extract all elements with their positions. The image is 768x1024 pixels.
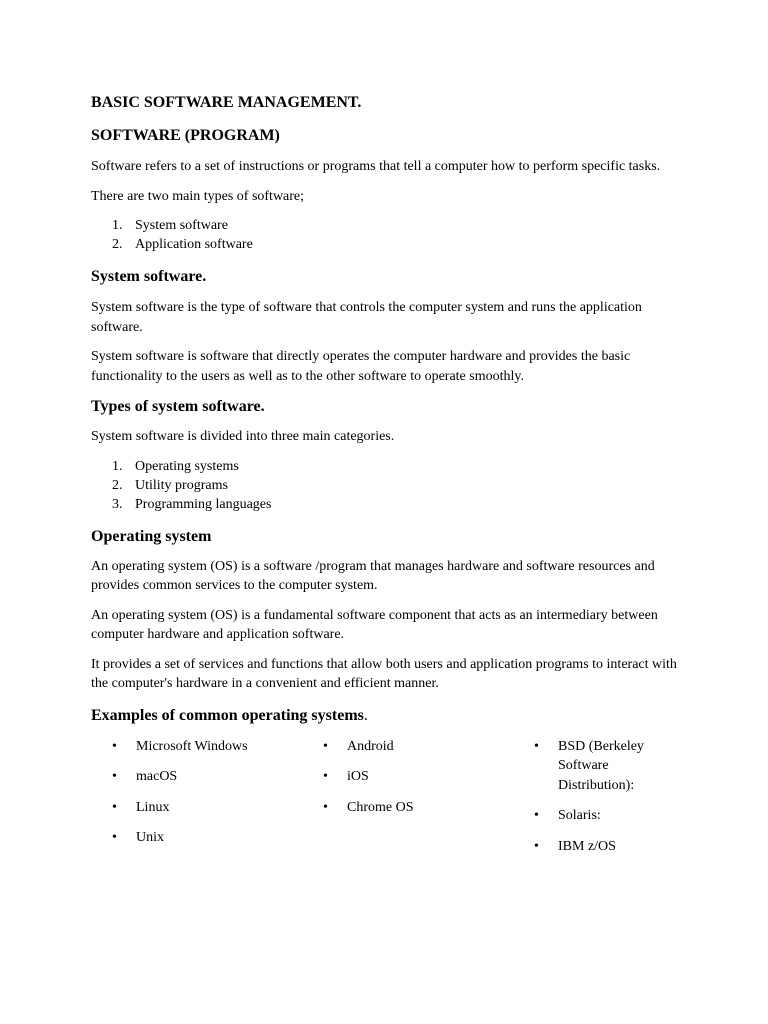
list-item — [91, 828, 291, 848]
list-number: 1. — [112, 218, 123, 233]
bullet-icon: • — [112, 738, 117, 754]
bullet-icon: • — [112, 799, 117, 815]
list-item-text: IBM z/OS — [558, 838, 616, 854]
list-item-text: Solaris: — [558, 808, 601, 824]
examples-columns — [91, 737, 681, 867]
operating-system-heading: Operating system — [91, 527, 212, 545]
list-number: 2. — [112, 237, 123, 253]
list-item-text: macOS — [136, 769, 178, 785]
document-title: BASIC SOFTWARE MANAGEMENT. — [91, 94, 362, 111]
examples-heading — [91, 705, 681, 727]
list-item-text: Programming languages — [135, 497, 272, 513]
list-item-text: Android — [347, 738, 394, 754]
list-item — [91, 457, 681, 476]
bullet-icon: • — [112, 769, 117, 785]
list-item — [513, 806, 673, 826]
list-item — [91, 737, 291, 757]
section-title: SOFTWARE (PROGRAM) — [91, 127, 280, 144]
examples-heading-period: . — [363, 706, 368, 724]
list-item — [91, 798, 291, 818]
bullet-icon: • — [112, 830, 117, 846]
examples-column-3 — [513, 737, 673, 868]
list-item — [302, 767, 502, 787]
intro-paragraph-2: There are two main types of software; — [91, 188, 305, 204]
list-item-text: Unix — [136, 830, 164, 846]
system-software-paragraph-2: System software is software that directly operates the computer hardware and provides the basic functionality to the users as well as to the other software to operate smoothly. — [91, 349, 631, 384]
os-paragraph-1: An operating system (OS) is a software /program that manages hardware and software resources and provides common services to the computer system. — [91, 558, 655, 594]
list-item-text: System software — [135, 218, 228, 233]
list-item — [91, 216, 681, 235]
examples-column-1 — [91, 737, 291, 859]
document-page — [91, 92, 681, 867]
list-item — [91, 495, 681, 514]
list-item-text: Application software — [135, 237, 253, 253]
list-item-text: iOS — [347, 769, 369, 785]
list-item-text: Chrome OS — [347, 799, 414, 815]
list-item — [91, 476, 681, 495]
list-item — [91, 767, 291, 787]
list-item — [91, 235, 681, 254]
intro-paragraph-1: Software refers to a set of instructions or programs that tell a computer how to perform specific tasks. — [91, 159, 661, 174]
bullet-icon: • — [534, 808, 539, 824]
os-paragraph-3: It provides a set of services and functions that allow both users and application programs to interact with the computer's hardware in a convenient and efficient manner. — [91, 656, 677, 692]
bullet-icon: • — [534, 738, 539, 754]
list-item-text: BSD (Berkeley Software Distribution): — [558, 738, 644, 793]
bullet-icon: • — [534, 838, 539, 854]
examples-heading-text: Examples of common operating systems — [91, 706, 364, 724]
system-software-paragraph-1: System software is the type of software that controls the computer system and runs the application software. — [91, 300, 642, 335]
list-item-text: Linux — [136, 799, 170, 815]
list-item-text: Operating systems — [135, 458, 239, 474]
list-item-text: Microsoft Windows — [136, 738, 248, 754]
system-software-heading: System software. — [91, 268, 207, 286]
list-item — [302, 737, 502, 757]
software-types-list — [91, 216, 681, 254]
bullet-icon: • — [323, 769, 328, 785]
list-item — [513, 737, 668, 796]
bullet-icon: • — [323, 738, 328, 754]
list-item-text: Utility programs — [135, 478, 228, 494]
list-item — [513, 837, 673, 857]
list-item — [302, 798, 502, 818]
types-heading: Types of system software. — [91, 398, 265, 416]
list-number: 3. — [112, 497, 123, 513]
list-number: 2. — [112, 478, 123, 494]
os-paragraph-2: An operating system (OS) is a fundamental software component that acts as an intermediary between computer hardware and application software. — [91, 607, 658, 643]
categories-list — [91, 457, 681, 515]
bullet-icon: • — [323, 799, 328, 815]
types-paragraph: System software is divided into three main categories. — [91, 429, 395, 445]
examples-column-2 — [302, 737, 502, 829]
list-number: 1. — [112, 458, 123, 474]
